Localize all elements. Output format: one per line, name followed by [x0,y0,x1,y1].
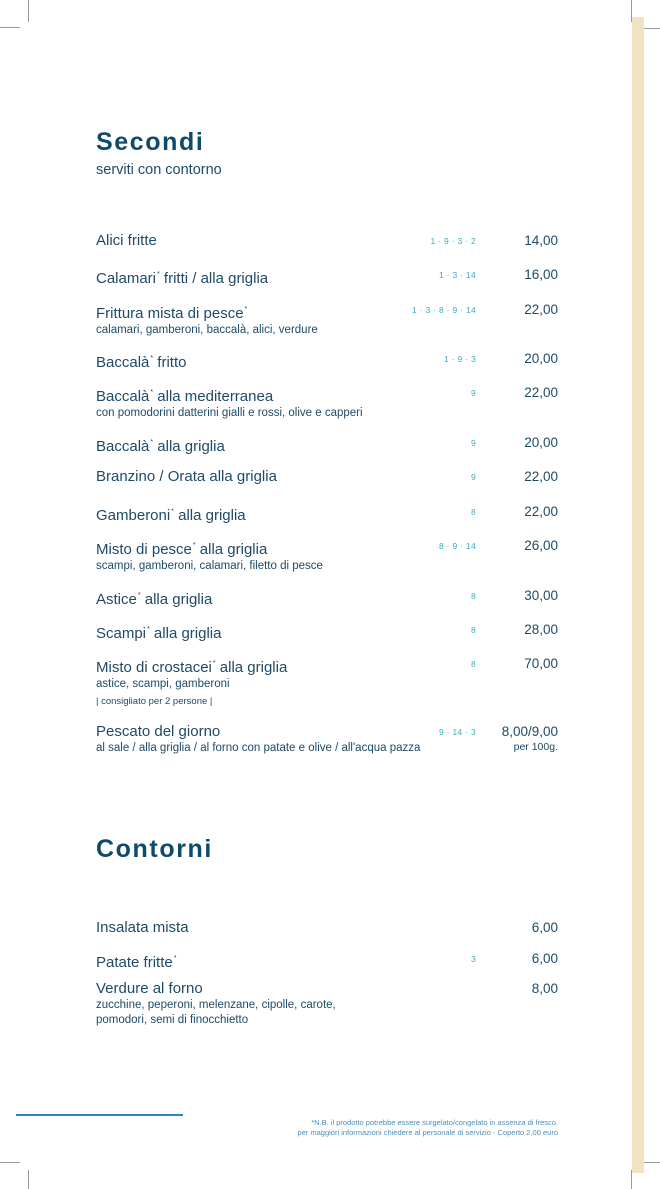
item-price: 28,00 [524,622,558,637]
menu-item [96,468,558,486]
item-name: Baccalà [96,438,150,455]
allergen-codes: 9 [470,472,476,482]
menu-item [96,587,558,609]
item-name: Insalata mista [96,919,189,936]
item-price: 6,00 [531,951,558,966]
item-name-rest: alla griglia [149,625,222,642]
allergen-codes: 8 · 9 · 14 [438,541,476,551]
item-price: 22,00 [524,385,558,400]
item-name-rest: fritti / alla griglia [159,270,269,287]
item-name: Misto di pesce [96,541,192,558]
crop-mark [28,1170,29,1189]
item-name: Verdure al forno [96,980,203,997]
item-name-rest: alla griglia [153,438,225,455]
item-price: 70,00 [524,656,558,671]
allergen-codes: 1 · 3 · 8 · 9 · 14 [412,305,476,315]
item-name: Alici fritte [96,232,157,249]
item-price: 22,00 [524,504,558,519]
frozen-asterisk: * [173,955,177,962]
frozen-asterisk: * [150,389,154,396]
menu-item [96,723,558,756]
footer-divider [16,1114,183,1116]
item-price: 14,00 [524,233,558,248]
menu-item [96,655,558,708]
menu-item [96,232,558,250]
menu-item [96,384,558,421]
footer-note [297,1118,558,1138]
frozen-asterisk: * [147,626,150,633]
menu-item [96,919,558,937]
item-name: Misto di crostacei [96,659,212,676]
item-price: 22,00 [524,302,558,317]
frozen-asterisk: * [171,508,174,515]
frozen-asterisk: * [150,439,154,446]
item-name: Scampi [96,625,147,642]
allergen-codes: 8 [470,625,476,635]
item-description: calamari, gamberoni, baccalà, alici, verdure [96,324,318,336]
item-price: 16,00 [524,267,558,282]
menu-item [96,301,558,338]
section-title-contorni: Contorni [96,835,213,863]
item-name-rest: alla griglia [140,591,213,608]
crop-mark [28,0,29,22]
side-decoration-bar [632,17,644,1173]
frozen-asterisk: * [150,355,154,362]
item-price: 20,00 [524,435,558,450]
item-description: zucchine, peperoni, melenzane, cipolle, carote, [96,999,336,1011]
item-price: 26,00 [524,538,558,553]
item-description: con pomodorini datterini gialli e rossi, olive e capperi [96,407,363,419]
item-name-rest: alla mediterranea [153,388,274,405]
item-price: 8,00/9,00 [501,724,558,739]
item-name: Patate fritte [96,954,173,971]
item-name: Baccalà [96,354,150,371]
section-subtitle: serviti con contorno [96,162,222,178]
item-name-rest: alla griglia [173,507,246,524]
allergen-codes: 1 · 3 · 14 [438,270,476,280]
item-name: Gamberoni [96,507,171,524]
item-description: astice, scampi, gamberoni [96,678,230,690]
item-name: Calamari [96,270,157,287]
item-name-rest: fritto [153,354,187,371]
item-description-line2: pomodori, semi di finocchietto [96,1014,249,1026]
allergen-codes: 8 [470,591,476,601]
allergen-codes: 1 · 9 · 3 [444,354,476,364]
allergen-codes: 9 · 14 · 3 [438,727,476,737]
allergen-codes: 1 · 9 · 3 · 2 [430,236,476,246]
item-name: Pescato del giorno [96,723,221,740]
frozen-asterisk: * [212,660,216,667]
item-price: 20,00 [524,351,558,366]
allergen-codes: 8 [470,507,476,517]
allergen-codes: 8 [470,659,476,669]
menu-item [96,503,558,525]
crop-mark [0,1162,20,1163]
menu-item [96,950,558,972]
item-name-rest: alla griglia [215,659,288,676]
frozen-asterisk: * [157,271,160,278]
menu-item [96,621,558,643]
menu-item [96,434,558,456]
item-price: 22,00 [524,469,558,484]
frozen-asterisk: * [137,592,141,599]
item-price: 6,00 [531,920,558,935]
footer-note-line2: per maggiori informazioni chiedere al personale di servizio - Coperto 2,00 euro [297,1128,558,1137]
item-name: Frittura mista di pesce [96,305,244,322]
menu-item [96,980,558,1028]
allergen-codes: 9 [470,438,476,448]
crop-mark [0,27,20,28]
allergen-codes: 9 [470,388,476,398]
item-note: | consigliato per 2 persone | [96,696,213,707]
frozen-asterisk: * [244,306,248,313]
item-description: al sale / alla griglia / al forno con patate e olive / all'acqua pazza [96,742,421,754]
item-price: 8,00 [531,981,558,996]
section-title-secondi: Secondi [96,128,205,156]
item-name: Baccalà [96,388,150,405]
frozen-asterisk: * [192,542,196,549]
item-name: Astice [96,591,137,608]
menu-item [96,266,558,288]
menu-item [96,350,558,372]
allergen-codes: 3 [470,954,476,964]
footer-note-line1: *N.B. il prodotto potrebbe essere surgelato/congelato in assenza di fresco. [311,1118,558,1127]
item-price: 30,00 [524,588,558,603]
price-unit: per 100g. [513,741,558,753]
item-name: Branzino / Orata alla griglia [96,468,277,485]
menu-item [96,537,558,574]
item-name-rest: alla griglia [195,541,268,558]
item-description: scampi, gamberoni, calamari, filetto di pesce [96,560,323,572]
